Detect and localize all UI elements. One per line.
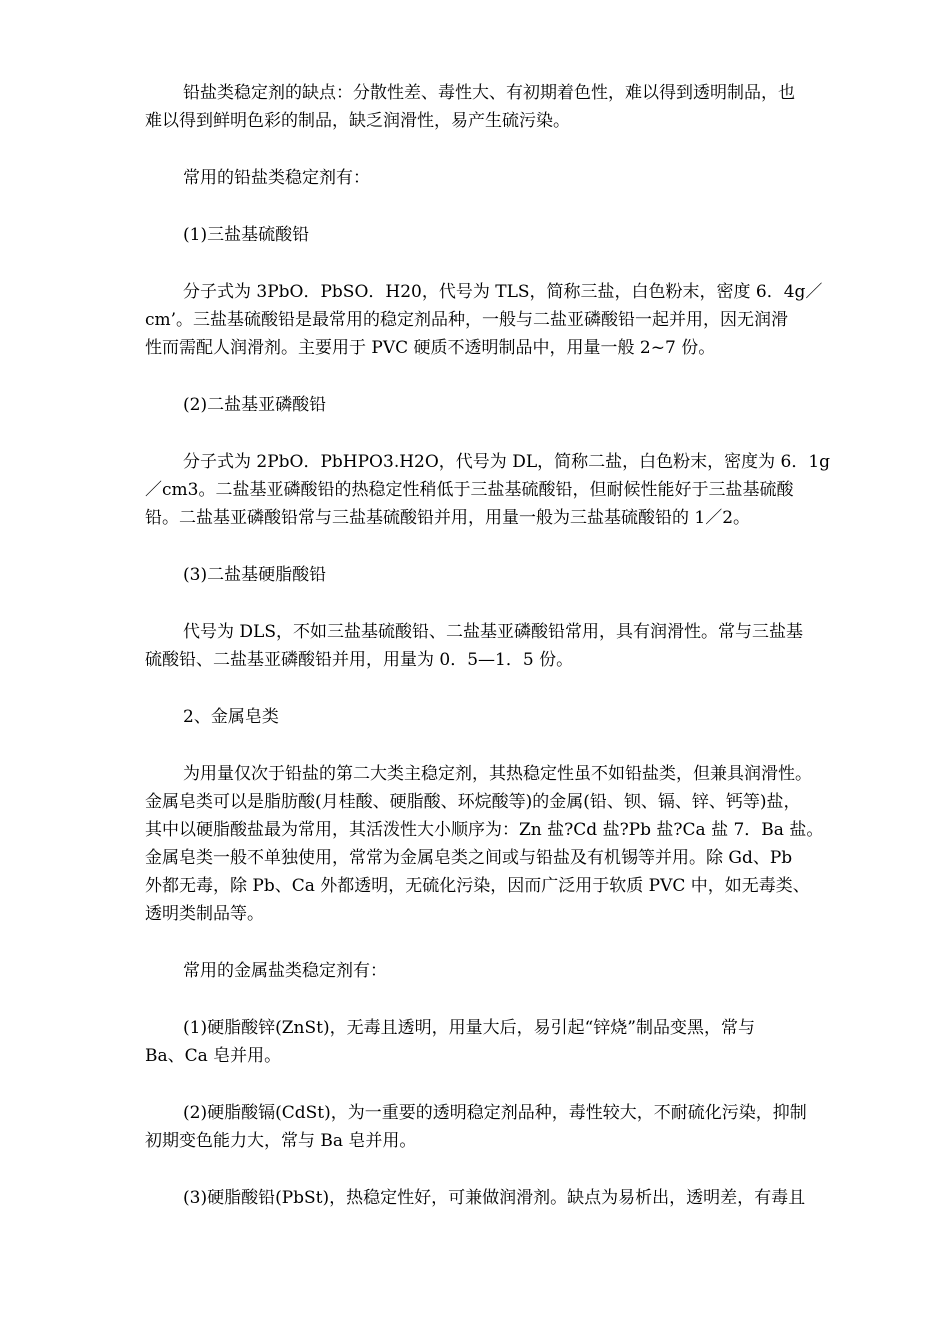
paragraph (145, 79, 875, 135)
paragraph (145, 703, 875, 731)
text-line: (3)硬脂酸铅(PbSt)，热稳定性好，可兼做润滑剂。缺点为易析出，透明差，有毒且 (183, 1188, 806, 1208)
text-line: 透明类制品等。 (145, 904, 264, 924)
text-line: 外都无毒，除 Pb、Ca 外都透明，无硫化污染，因而广泛用于软质 PVC 中，如无毒类、 (145, 876, 810, 896)
text-line: 难以得到鲜明色彩的制品，缺乏润滑性，易产生硫污染。 (145, 111, 570, 131)
text-line: 金属皂类可以是脂肪酸(月桂酸、硬脂酸、环烷酸等)的金属(铅、钡、镉、锌、钙等)盐， (145, 792, 801, 812)
text-line: 2、金属皂类 (183, 707, 279, 727)
text-line: (3)二盐基硬脂酸铅 (183, 565, 327, 585)
text-line: 硫酸铅、二盐基亚磷酸铅并用，用量为 0．5—1．5 份。 (145, 650, 574, 670)
text-line: (2)二盐基亚磷酸铅 (183, 395, 327, 415)
text-line: 铅。二盐基亚磷酸铅常与三盐基硫酸铅并用，用量一般为三盐基硫酸铅的 1／2。 (145, 508, 751, 528)
text-line: 为用量仅次于铅盐的第二大类主稳定剂，其热稳定性虽不如铅盐类，但兼具润滑性。 (183, 764, 812, 784)
text-line: 铅盐类稳定剂的缺点：分散性差、毒性大、有初期着色性，难以得到透明制品，也 (183, 83, 795, 103)
paragraph (145, 618, 875, 674)
paragraph (145, 1099, 875, 1155)
paragraph (145, 1184, 875, 1212)
text-line: 金属皂类一般不单独使用，常常为金属皂类之间或与铅盐及有机锡等并用。除 Gd、Pb (145, 848, 793, 868)
paragraph (145, 164, 875, 192)
text-line: 其中以硬脂酸盐最为常用，其活泼性大小顺序为：Zn 盐?Cd 盐?Pb 盐?Ca 盐 7．Ba 盐。 (145, 820, 824, 840)
text-line: cm’。三盐基硫酸铅是最常用的稳定剂品种，一般与二盐亚磷酸铅一起并用，因无润滑 (145, 310, 789, 330)
paragraph (145, 1014, 875, 1070)
text-line: 初期变色能力大，常与 Ba 皂并用。 (145, 1131, 417, 1151)
text-line: 分子式为 3PbO．PbSO．H20，代号为 TLS，简称三盐，白色粉末，密度 6．4g／ (183, 282, 823, 302)
paragraph (145, 760, 875, 928)
text-line: (2)硬脂酸镉(CdSt)，为一重要的透明稳定剂品种，毒性较大，不耐硫化污染，抑制 (183, 1103, 807, 1123)
text-line: (1)硬脂酸锌(ZnSt)，无毒且透明，用量大后，易引起“锌烧”制品变黑，常与 (183, 1018, 755, 1038)
paragraph (145, 957, 875, 985)
text-line: 常用的金属盐类稳定剂有： (183, 961, 387, 981)
text-line: 常用的铅盐类稳定剂有： (183, 168, 370, 188)
text-line: Ba、Ca 皂并用。 (145, 1046, 282, 1066)
paragraph (145, 278, 875, 362)
text-line: 性而需配人润滑剂。主要用于 PVC 硬质不透明制品中，用量一般 2~7 份。 (145, 338, 716, 358)
text-line: 分子式为 2PbO．PbHPO3.H2O，代号为 DL，简称二盐，白色粉末，密度为 6．1g (183, 452, 831, 472)
text-line: ／cm3。二盐基亚磷酸铅的热稳定性稍低于三盐基硫酸铅，但耐候性能好于三盐基硫酸 (145, 480, 794, 500)
paragraph (145, 448, 875, 532)
paragraph (145, 561, 875, 589)
text-line: (1)三盐基硫酸铅 (183, 225, 310, 245)
paragraph (145, 391, 875, 419)
document-body (145, 79, 875, 1241)
text-line: 代号为 DLS，不如三盐基硫酸铅、二盐基亚磷酸铅常用，具有润滑性。常与三盐基 (183, 622, 803, 642)
paragraph (145, 221, 875, 249)
